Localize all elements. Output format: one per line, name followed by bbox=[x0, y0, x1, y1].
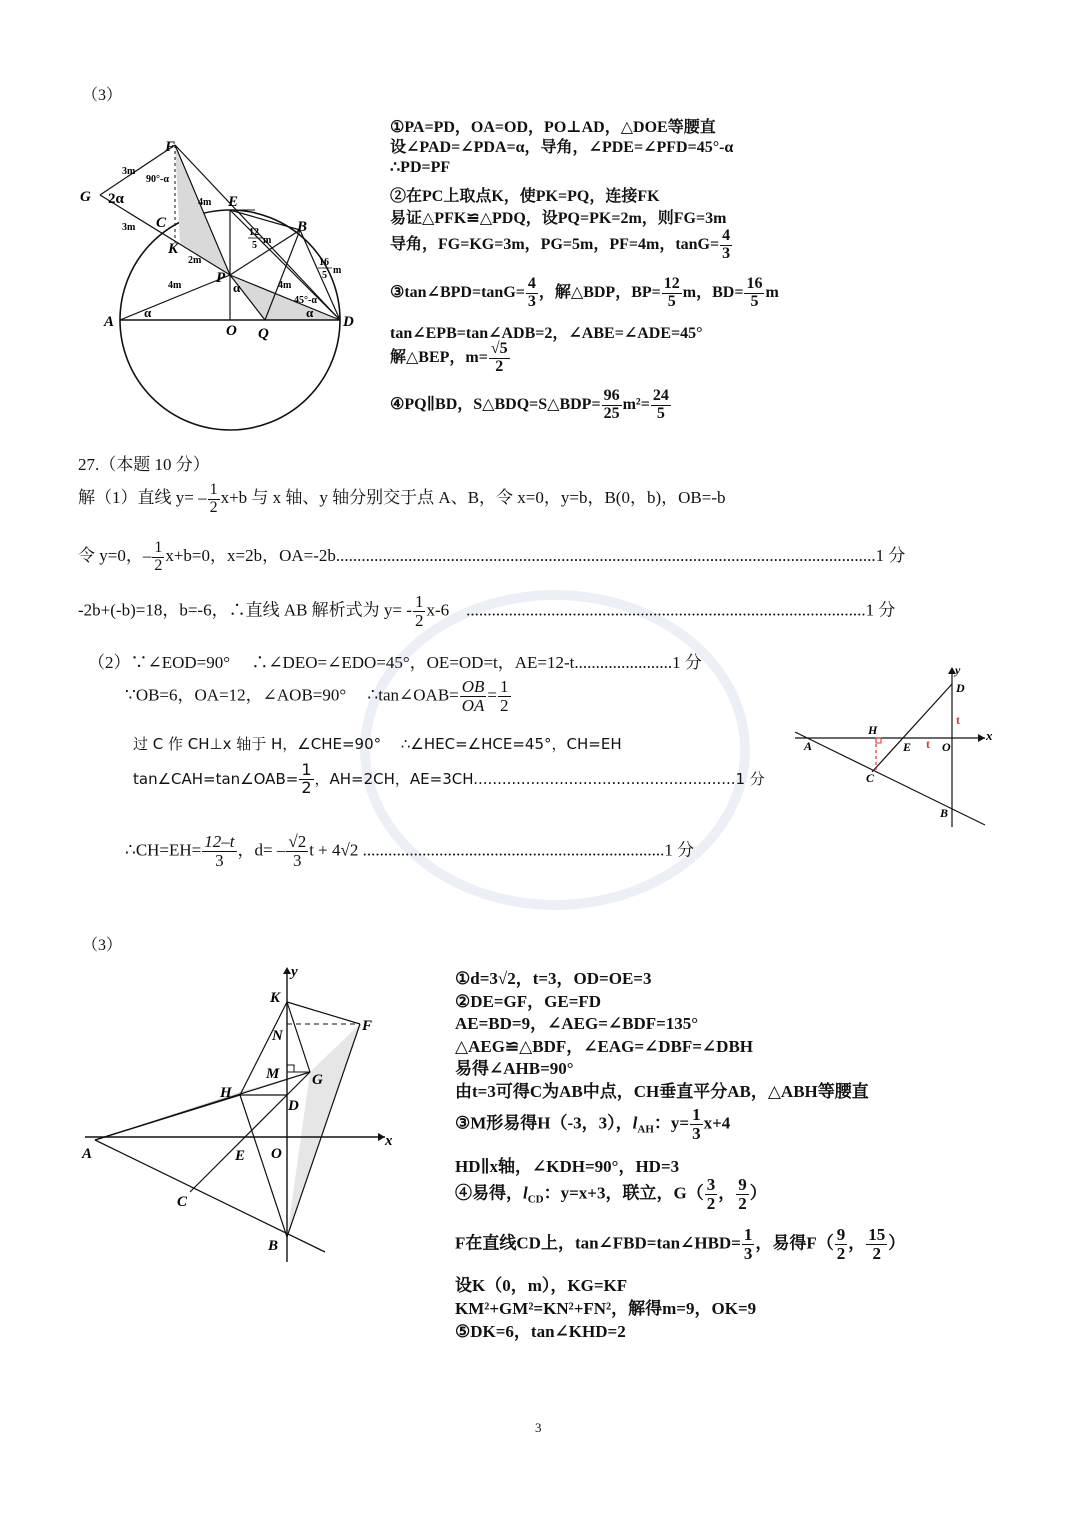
pt-G: G bbox=[80, 189, 91, 205]
fig3-F: F bbox=[362, 1018, 373, 1034]
lbl-3m-a: 3m bbox=[122, 166, 136, 177]
lbl-16: 16 bbox=[319, 257, 329, 268]
fig3-O: O bbox=[271, 1146, 282, 1162]
lbl-m-b: m bbox=[333, 265, 342, 276]
fig2-D: D bbox=[956, 681, 965, 695]
fig3-x: x bbox=[385, 1133, 393, 1149]
q27-part2-line3: 过 C 作 CH⊥x 轴于 H，∠CHE=90° ∴∠HEC=∠HCE=45°，CH=EH bbox=[133, 735, 622, 753]
fig2-t-vertical: t bbox=[956, 713, 960, 727]
q27-part2-line2: ∵OB=6，OA=12，∠AOB=90° ∴tan∠OAB= $\frac{OB}{OA}$ = $\frac{1}{2}$ bbox=[125, 677, 509, 715]
fig2-B: B bbox=[940, 806, 949, 820]
bottom-line-12: KM²+GM²=KN²+FN²，解得m=9，OK=9 bbox=[455, 1299, 757, 1318]
pt-F: F bbox=[165, 139, 176, 155]
part3-top-solution bbox=[390, 118, 733, 178]
top-line-3: ∴PD=PF bbox=[390, 159, 451, 176]
q27-part2-line1: （2）∵∠EOD=90° ∴∠DEO=∠EDO=45°，OE=OD=t，AE=12-t.......................1 分 bbox=[88, 653, 702, 672]
lbl-alpha-P: α bbox=[233, 280, 241, 295]
fig3-A: A bbox=[82, 1146, 93, 1162]
q27-row-3: -2b+(-b)=18，b=-6，∴直线 AB 解析式为 y= - $\frac{1}{2}$ x-6 ..............................................................................................1 分 bbox=[78, 592, 896, 630]
lbl-90-alpha: 90°-α bbox=[146, 174, 169, 185]
bottom-line-2: ②DE=GF，GE=FD bbox=[455, 991, 602, 1011]
part3-top-step2 bbox=[390, 186, 726, 230]
pt-O: O bbox=[226, 323, 237, 339]
top-line-4: ②在PC上取点K，使PK=PQ，连接FK bbox=[390, 188, 660, 205]
bottom-line-8: HD∥x轴，∠KDH=90°，HD=3 bbox=[455, 1157, 680, 1176]
top-line-9: 解△BEP，m= $\frac{√5}{2}$ bbox=[390, 340, 508, 375]
pt-D: D bbox=[343, 314, 354, 330]
bottom-line-10: F在直线CD上，tan∠FBD=tan∠HBD= $\frac{1}{3}$ ，易得F（ $\frac{9}{2}$ ， $\frac{15}{2}$ ） bbox=[455, 1225, 906, 1263]
pt-B: B bbox=[297, 219, 308, 235]
part3-bottom-label: （3） bbox=[82, 937, 123, 954]
q27-part2-line5: ∴CH=EH= $\frac{12-t}{3}$ ，d= – $\frac{√2}{3}$ t + 4√2 .......................................................................1 分 bbox=[125, 832, 695, 870]
top-line-5: 易证△PFK≌△PDQ，设PQ=PK=2m，则FG=3m bbox=[390, 210, 727, 227]
fig3-N: N bbox=[272, 1028, 283, 1044]
fig3-M: M bbox=[266, 1066, 280, 1082]
lbl-2alpha: 2α bbox=[108, 191, 124, 207]
bottom-line-9: ④易得，$l_{CD}$：y=x+3，联立，G（ $\frac{3}{2}$ ， $\frac{9}{2}$ ） bbox=[455, 1175, 767, 1213]
fig2-A: A bbox=[804, 739, 813, 753]
lbl-5-a: 5 bbox=[252, 240, 257, 251]
fig2-x: x bbox=[986, 728, 993, 743]
q27-row-1: 解（1）直线 y= – $\frac{1}{2}$ x+b 与 x 轴、y 轴分别交于点 A、B，令 x=0，y=b，B(0，b)，OB=-b bbox=[78, 481, 726, 516]
lbl-m-a: m bbox=[263, 235, 272, 246]
top-line-1: ①PA=PD，OA=OD，PO⊥AD，△DOE等腰直 bbox=[390, 119, 716, 136]
q27-part2-line4: tan∠CAH=tan∠OAB= $\frac{1}{2}$ ，AH=2CH，AE=3CH.......................................................1 分 bbox=[133, 760, 765, 797]
lbl-4m-a: 4m bbox=[198, 197, 212, 208]
q27-heading: 27.（本题 10 分） bbox=[78, 455, 210, 474]
bottom-line-7: ③M形易得H（-3，3），$l_{AH}$：y= $\frac{1}{3}$ x+4 bbox=[455, 1105, 731, 1143]
page-number: 3 bbox=[535, 1420, 542, 1435]
fig3-B: B bbox=[268, 1238, 279, 1254]
lbl-4m-b: 4m bbox=[168, 280, 182, 291]
fig2-H: H bbox=[868, 723, 878, 737]
fig3-K: K bbox=[270, 990, 281, 1006]
lbl-alpha-D: α bbox=[306, 305, 314, 320]
fig3-C: C bbox=[177, 1194, 188, 1210]
pt-C: C bbox=[156, 215, 167, 231]
pt-E: E bbox=[228, 194, 239, 210]
fig2-y: y bbox=[955, 663, 961, 677]
bottom-line-11: 设K（0，m），KG=KF bbox=[455, 1276, 628, 1295]
bottom-line-4: △AEG≌△BDF，∠EAG=∠DBF=∠DBH bbox=[455, 1036, 754, 1056]
fig2-E: E bbox=[903, 740, 912, 754]
top-line-8: tan∠EPB=tan∠ADB=2，∠ABE=∠ADE=45° bbox=[390, 325, 703, 342]
fig3-y: y bbox=[291, 964, 298, 980]
lbl-5-b: 5 bbox=[322, 270, 327, 281]
part3-top-label: （3） bbox=[82, 87, 123, 104]
fig2-t-horizontal: t bbox=[926, 737, 930, 751]
pt-A: A bbox=[104, 314, 115, 330]
lbl-4m-c: 4m bbox=[278, 280, 292, 291]
coordinate-figure-part3 bbox=[80, 962, 400, 1267]
lbl-45-alpha: 45°-α bbox=[294, 295, 317, 306]
bottom-line-6: 由t=3可得C为AB中点，CH垂直平分AB，△ABH等腰直 bbox=[455, 1081, 869, 1101]
fig3-G: G bbox=[312, 1072, 323, 1088]
circle-geometry-figure bbox=[70, 135, 370, 435]
fig3-E: E bbox=[235, 1148, 246, 1164]
lbl-3m-b: 3m bbox=[122, 222, 136, 233]
top-line-2: 设∠PAD=∠PDA=α，导角，∠PDE=∠PFD=45°-α bbox=[390, 139, 734, 156]
coordinate-figure-part2 bbox=[790, 662, 1000, 832]
lbl-alpha-A: α bbox=[144, 305, 152, 320]
fig2-O: O bbox=[942, 740, 951, 754]
part3-bottom-steps-b bbox=[455, 1274, 756, 1343]
fig2-C: C bbox=[866, 771, 875, 785]
pt-P: P bbox=[216, 270, 226, 286]
lbl-2m: 2m bbox=[188, 255, 202, 266]
top-line-10: ④PQ∥BD，S△BDQ=S△BDP= $\frac{96}{25}$ m²= $\frac{24}{5}$ bbox=[390, 387, 669, 422]
bottom-line-3: AE=BD=9，∠AEG=∠BDF=135° bbox=[455, 1014, 699, 1033]
bottom-line-13: ⑤DK=6，tan∠KHD=2 bbox=[455, 1322, 626, 1341]
bottom-line-5: 易得∠AHB=90° bbox=[455, 1059, 574, 1078]
lbl-12: 12 bbox=[249, 227, 259, 238]
pt-K: K bbox=[168, 241, 179, 257]
fig3-D: D bbox=[288, 1098, 299, 1114]
top-line-6: 导角，FG=KG=3m，PG=5m，PF=4m，tanG= $\frac{4}{3}$ bbox=[390, 227, 731, 262]
fig3-H: H bbox=[220, 1085, 232, 1101]
bottom-line-1: ①d=3√2，t=3，OD=OE=3 bbox=[455, 969, 652, 988]
part3-bottom-steps-a bbox=[455, 968, 869, 1103]
q27-row-2: 令 y=0，– $\frac{1}{2}$ x+b=0，x=2b，OA=-2b...............................................................................................................................1 分 bbox=[78, 539, 906, 574]
pt-Q: Q bbox=[258, 326, 269, 342]
top-line-7: ③tan∠BPD=tanG= $\frac{4}{3}$ ，解△BDP，BP= $\frac{12}{5}$ m，BD= $\frac{16}{5}$ m bbox=[390, 275, 779, 310]
